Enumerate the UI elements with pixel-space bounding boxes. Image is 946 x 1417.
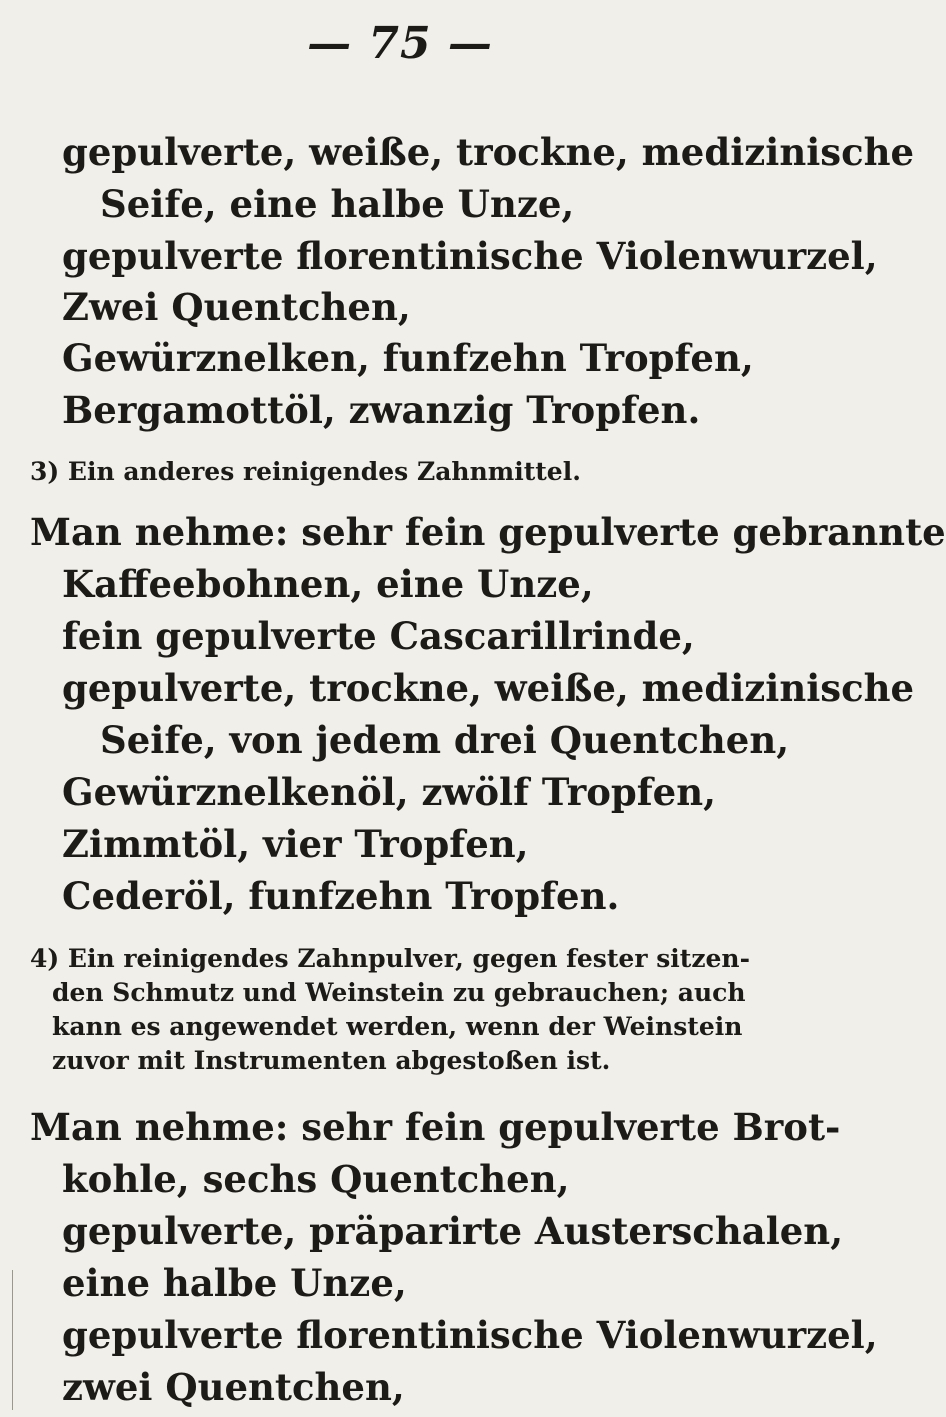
text-line: Cederöl, funfzehn Tropfen.: [62, 874, 620, 918]
text-line: gepulverte florentinische Violenwurzel,: [62, 234, 878, 278]
text-line: Gewürznelken, funfzehn Tropfen,: [62, 336, 754, 380]
text-line: Seife, von jedem drei Quentchen,: [100, 718, 790, 762]
text-line: gepulverte, weiße, trockne, medizinische: [62, 130, 915, 174]
text-line: gepulverte florentinische Violenwurzel,: [62, 1313, 878, 1357]
text-line: Zimmtöl, vier Tropfen,: [62, 822, 529, 866]
text-line: fein gepulverte Cascarillrinde,: [62, 614, 695, 658]
text-line: kohle, sechs Quentchen,: [62, 1157, 570, 1201]
text-line: gepulverte, präparirte Austerschalen,: [62, 1209, 844, 1253]
recipe-heading: 4) Ein reinigendes Zahnpulver, gegen fester sitzen-: [30, 944, 750, 973]
text-line: Zwei Quentchen,: [62, 285, 411, 329]
text-line: Kaffeebohnen, eine Unze,: [62, 562, 594, 606]
recipe-heading: zuvor mit Instrumenten abgestoßen ist.: [52, 1046, 611, 1075]
recipe-heading: den Schmutz und Weinstein zu gebrauchen; auch: [52, 978, 746, 1007]
recipe-heading: kann es angewendet werden, wenn der Weinstein: [52, 1012, 743, 1041]
page-edge-rule: [12, 1270, 13, 1410]
recipe-heading: 3) Ein anderes reinigendes Zahnmittel.: [30, 457, 581, 486]
text-line: Man nehme: sehr fein gepulverte gebrannte: [30, 510, 946, 554]
page-number: — 75 —: [307, 18, 493, 69]
text-line: Man nehme: sehr fein gepulverte Brot-: [30, 1105, 841, 1149]
text-line: eine halbe Unze,: [62, 1261, 407, 1305]
text-line: Gewürznelkenöl, zwölf Tropfen,: [62, 770, 716, 814]
text-line: zwei Quentchen,: [62, 1365, 405, 1409]
text-line: gepulverte, trockne, weiße, medizinische: [62, 666, 915, 710]
text-line: Seife, eine halbe Unze,: [100, 182, 575, 226]
text-line: Bergamottöl, zwanzig Tropfen.: [62, 388, 701, 432]
